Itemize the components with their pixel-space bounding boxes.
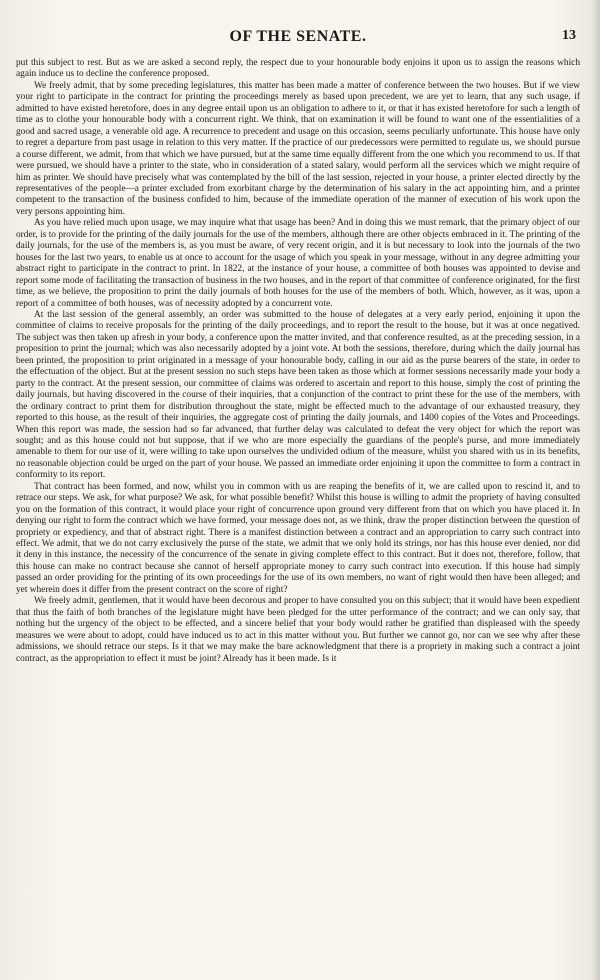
paragraph-1: put this subject to rest. But as we are asked a second reply, the respect due to your honourable body enjoins it upon us to assign the reasons which again induce us to decline the conference proposed.: [16, 58, 580, 80]
page-number: 13: [562, 28, 576, 43]
paragraph-6: We freely admit, gentlemen, that it would have been decorous and proper to have consulted you on this subject; that it would have been expedient that thus the faith of both branches of the legislature might have been pledged for the utter performance of the contract; and we can only say, that nothing but the urgency of the object to be effected, and a sincere belief that your body would rather be gratified than displeased with the speedy measures we were about to adopt, could have induced us to act in this matter without you. But further we cannot go, nor can we see why after these admissions, we should retrace our steps. Is it that we may make the bare acknowledgment that there is a propriety in making such a contract a joint contract, as the appropriation to effect it must be joint? Already has it been made. Is it: [16, 596, 580, 664]
page-header: [16, 28, 580, 54]
page-edge-shadow: [592, 0, 600, 980]
paragraph-3: As you have relied much upon usage, we may inquire what that usage has been? And in doing this we must remark, that the primary object of our order, is to provide for the printing of the daily journals for the use of the members, although there are other objects embraced in it. The printing of the daily journals, for the use of the members is, as you must be aware, of very recent origin, and it is but necessary to look into the journals of the two houses for the last two years, to enable us at once to account for the usage of which you speak in your message, without in any degree admitting your abstract right to participate in the contract to print. In 1822, at the instance of your house, a committee of both houses was appointed to devise and report some mode of facilitating the transaction of business in the two houses, and in the report of that committee of conference originated, for the first time, as we believe, the proposition to print the daily journals of both houses for the use of the members of both. Which, however, as it was, upon a report of a committee of both houses, was of necessity adopted by a concurrent vote.: [16, 218, 580, 309]
paragraph-2: We freely admit, that by some preceding legislatures, this matter has been made a matter of conference between the two houses. But if we view your right to participate in the contract for printing the proceedings merely as based upon precedent, we are yet to learn, that any such usage, if admitted to have existed heretofore, does in any degree entail upon us an obligation to adhere to it, or that it has existed heretofore for such a length of time as to clothe your honourable body with a concurrent right. We think, that on examination it will be found to want one of the essentialities of a good and sacred usage, a venerable old age. A recurrence to precedent and usage on this occasion, seems peculiarly unfortunate. This house have only to regret a departure from past usage in relation to this very matter. If the practice of our predecessors were permitted to regulate us, we should pursue a course different, we admit, from that which we have pursued, but at the same time equally different from the one which you recommend to us. If that were pursued, we should have a printer to the state, who in consideration of a stated salary, would perform all the services which we might require of him as printer. We should have precisely what was contemplated by the bill of the last session, rejected in your house, a printer elected directly by the representatives of the people—a printer excluded from exorbitant charge by the determination of his salary in the act appointing him, and a printer competent to the transaction of the business confided to him, because of the immediate operation of the manner of execution of his work upon the very persons appointing him.: [16, 80, 580, 217]
running-title: OF THE SENATE.: [229, 28, 367, 45]
paragraph-4: At the last session of the general assembly, an order was submitted to the house of delegates at a very early period, enjoining it upon the committee of claims to receive proposals for the printing of the daily proceedings, and to report the result to the house, but it was at once negatived. The subject was then taken up afresh in your body, a conference upon the matter invited, and that conference resulted, as at the preceding session, in a proposition to print the journal; which was also necessarily adopted by a joint vote. At both the sessions, therefore, during which the daily journal has been printed, the proposition to print originated in a message of your honourable body, calling in our aid as the purse bearers of the state, in order to the effectuation of the object. But at the present session no such steps have been taken as those which at former sessions necessarily made your body a party to the contract. At the present session, our committee of claims was ordered to ascertain and report to this house, simply the cost of printing the daily journals, but having discovered in the course of their inquiries, that a conjunction of the contract to print these for the use of the members, with the ordinary contract to print them for distribution throughout the state, might be effected much to the advantage of our exhausted treasury, they reported to this house, as the result of their inquiries, the aggregate cost of printing the daily journals, and 1400 copies of the Votes and Proceedings. When this report was made, the session had so far advanced, that further delay was calculated to defeat the very object for which the report was sought; and as this house could not but suppose, that if we who are more especially the guardians of the people's purse, and more immediately amenable to them for our use of it, were willing to take upon ourselves the undivided odium of the measure, whilst you shared with us in its benefits, no reasonable objection could be urged on the part of your house. We passed an immediate order enjoining it upon the committee to form a contract in conformity to its report.: [16, 309, 580, 481]
body-text: [16, 58, 580, 665]
paragraph-5: That contract has been formed, and now, whilst you in common with us are reaping the benefits of it, we are called upon to rescind it, and to retrace our steps. We ask, for what purpose? We ask, for what possible benefit? Whilst this house is willing to admit the propriety of having consulted you on the formation of this contract, it would place your right of concurrence upon ground very different from that on which you have placed it. In denying our right to form the contract which we have formed, your message does not, as we think, draw the proper distinction between the question of propriety or expediency, and that of abstract right. There is a manifest distinction between a contract and an appropriation to carry such contract into effect. We admit, that we do not carry exclusively the purse of the state, we admit that we only hold its strings, nor has this house ever denied, nor did it deny in this instance, the necessity of the concurrence of the senate in giving complete effect to this contract. But it does not, therefore, follow, that this house can make no contract because she cannot of herself appropriate money to carry such contract into execution. If this house had simply passed an order providing for the printing of its own proceedings for the use of its own members, no want of right would then have been alleged; and yet wherein does it differ from the present contract on the score of right?: [16, 481, 580, 595]
